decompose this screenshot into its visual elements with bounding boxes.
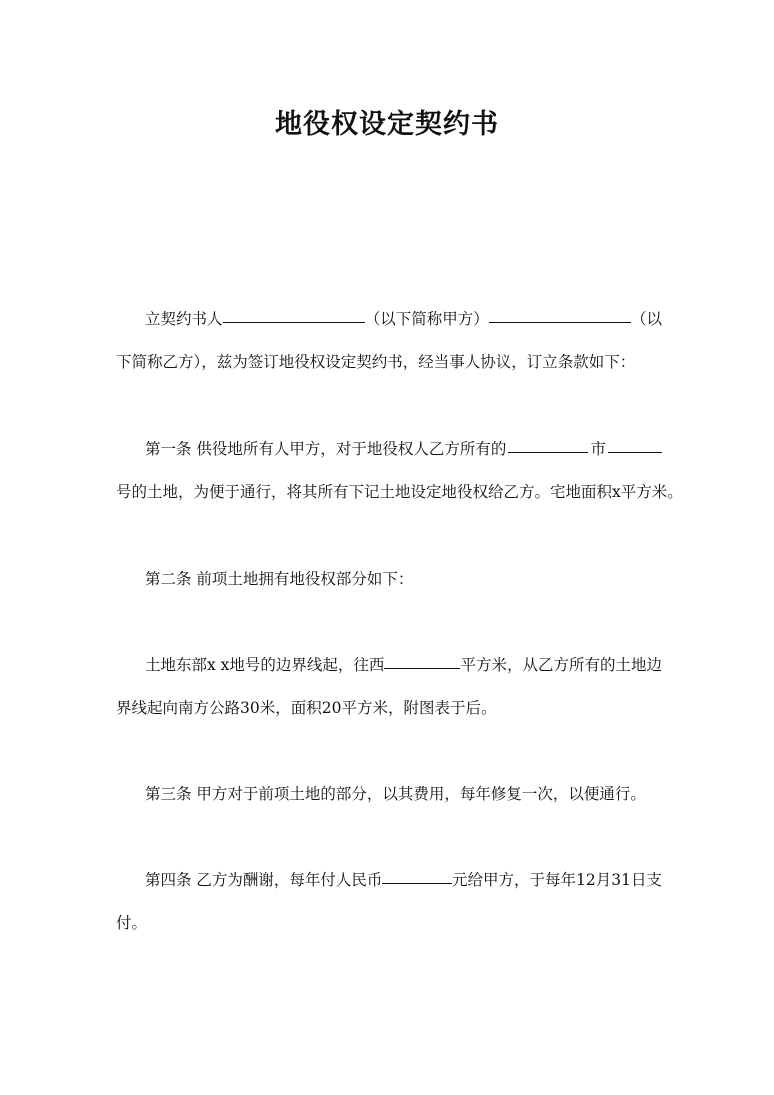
preamble-text-1: 立契约书人 bbox=[145, 310, 223, 328]
boundary-line-2: 界线起向南方公路30米，面积20平方米，附图表于后。 bbox=[116, 699, 497, 717]
article-1-text-2: 市 bbox=[590, 440, 606, 458]
article-3: 第三条 甲方对于前项土地的部分，以其费用，每年修复一次，以便通行。 bbox=[145, 785, 646, 803]
article-1-text-1: 第一条 供役地所有人甲方，对于地役权人乙方所有的 bbox=[145, 440, 507, 458]
preamble-text-2: （以下简称甲方） bbox=[364, 310, 489, 328]
boundary-text-2: 平方米，从乙方所有的土地边 bbox=[460, 656, 662, 674]
article-4-text-1: 第四条 乙方为酬谢，每年付人民币 bbox=[145, 871, 383, 889]
amount-blank bbox=[382, 869, 452, 884]
boundary-line-1 bbox=[145, 654, 662, 676]
article-4-text-2: 元给甲方，于每年12月31日支 bbox=[452, 871, 662, 889]
party-b-blank bbox=[489, 308, 631, 323]
party-a-blank bbox=[223, 308, 365, 323]
preamble-line-1 bbox=[145, 308, 662, 330]
preamble-line-2: 下简称乙方），兹为签订地役权设定契约书，经当事人协议，订立条款如下： bbox=[116, 353, 636, 371]
article-4-line-1 bbox=[145, 869, 662, 891]
article-1-line-1 bbox=[145, 438, 662, 460]
article-4-line-2: 付。 bbox=[116, 914, 148, 932]
document-title: 地役权设定契约书 bbox=[275, 109, 499, 140]
distance-blank bbox=[384, 654, 460, 669]
article-2: 第二条 前项土地拥有地役权部分如下： bbox=[145, 570, 414, 588]
boundary-text-1: 土地东部x x地号的边界线起，往西 bbox=[145, 656, 385, 674]
preamble-text-3: （以 bbox=[630, 310, 662, 328]
article-1-line-2: 号的土地，为便于通行，将其所有下记土地设定地役权给乙方。宅地面积x平方米。 bbox=[116, 483, 683, 501]
lot-number-blank bbox=[608, 438, 662, 453]
city-blank bbox=[508, 438, 588, 453]
